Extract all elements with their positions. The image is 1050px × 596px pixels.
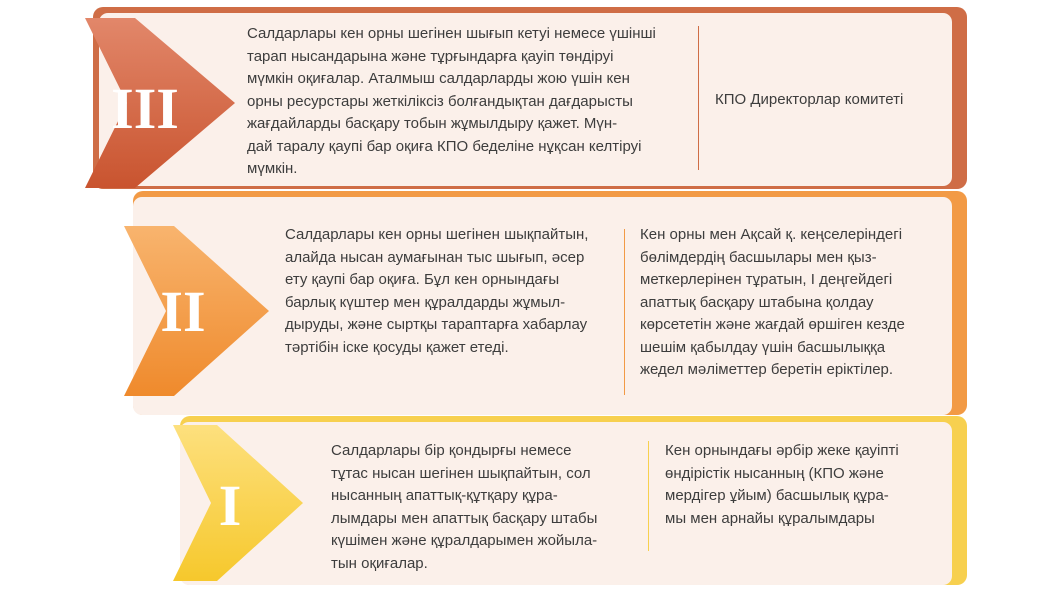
desc-line: тұтас нысан шегінен шықпайтын, сол <box>331 464 591 482</box>
responsible-line: мердігер ұйым) басшылық құра- <box>665 487 889 504</box>
desc-line: күшімен және құралдарымен жойыла- <box>331 532 598 549</box>
level-1-responsible <box>665 440 945 530</box>
responsible-line: жедел мәліметтер беретін еріктілер. <box>640 361 894 378</box>
desc-line: Салдарлары кен орны шегінен шықпайтын, <box>285 226 589 243</box>
responsible-line: меткерлерінен тұратын, I деңгейдегі <box>640 271 893 288</box>
responsible-line: бөлімдердің басшылары мен қыз- <box>640 248 877 266</box>
responsible-line: КПО Директорлар комитеті <box>715 91 904 108</box>
level-1-divider <box>648 441 649 551</box>
level-2-numeral: II <box>160 279 206 344</box>
desc-line: барлық күштер мен құралдарды жұмыл- <box>285 293 566 311</box>
responsible-line: мы мен арнайы құралымдары <box>665 509 875 527</box>
desc-line: мүмкін. <box>247 160 298 177</box>
level-1-description <box>331 440 631 575</box>
level-1-numeral: I <box>218 473 242 538</box>
desc-line: Салдарлары бір қондырғы немесе <box>331 442 572 459</box>
desc-line: дай таралу қаупі бар оқиға КПО беделіне нұқсан келтіруі <box>247 137 642 155</box>
desc-line: дыруды, және сыртқы тараптарға хабарлау <box>285 316 588 333</box>
responsible-line: апаттық басқару штабына қолдау <box>640 293 874 311</box>
desc-line: тын оқиғалар. <box>331 554 428 572</box>
responsible-line: шешім қабылдау үшін басшылыққа <box>640 338 886 356</box>
desc-line: алайда нысан аумағынан тыс шығып, әсер <box>285 248 585 266</box>
desc-line: тәртібін іске қосуды қажет етеді. <box>285 338 509 356</box>
desc-line: ету қаупі бар оқиға. Бұл кен орнындағы <box>285 271 560 288</box>
responsible-line: Кен орны мен Ақсай қ. кеңселеріндегі <box>640 226 903 243</box>
responsible-line: өндірістік нысанның (КПО және <box>665 464 884 482</box>
responsible-line: Кен орнындағы әрбір жеке қауіпті <box>665 442 899 459</box>
desc-line: мүмкін оқиғалар. Аталмыш салдарларды жою үшін кен <box>247 70 630 87</box>
desc-line: жағдайларды басқару тобын жұмылдыру қажет. Мүн- <box>247 115 618 132</box>
level-3-numeral: III <box>111 76 179 141</box>
desc-line: лымдары мен апаттық басқару штабы <box>331 509 598 527</box>
desc-line: Салдарлары кен орны шегінен шығып кетуі немесе үшінші <box>247 25 656 42</box>
desc-line: тарап нысандарына және тұрғындарға қауіп төндіруі <box>247 47 614 65</box>
desc-line: орны ресурстары жеткіліксіз болғандықтан дағдарысты <box>247 92 633 110</box>
desc-line: нысанның апаттық-құтқару құра- <box>331 487 558 504</box>
responsible-line: көрсететін және жағдай өршіген кезде <box>640 316 905 333</box>
